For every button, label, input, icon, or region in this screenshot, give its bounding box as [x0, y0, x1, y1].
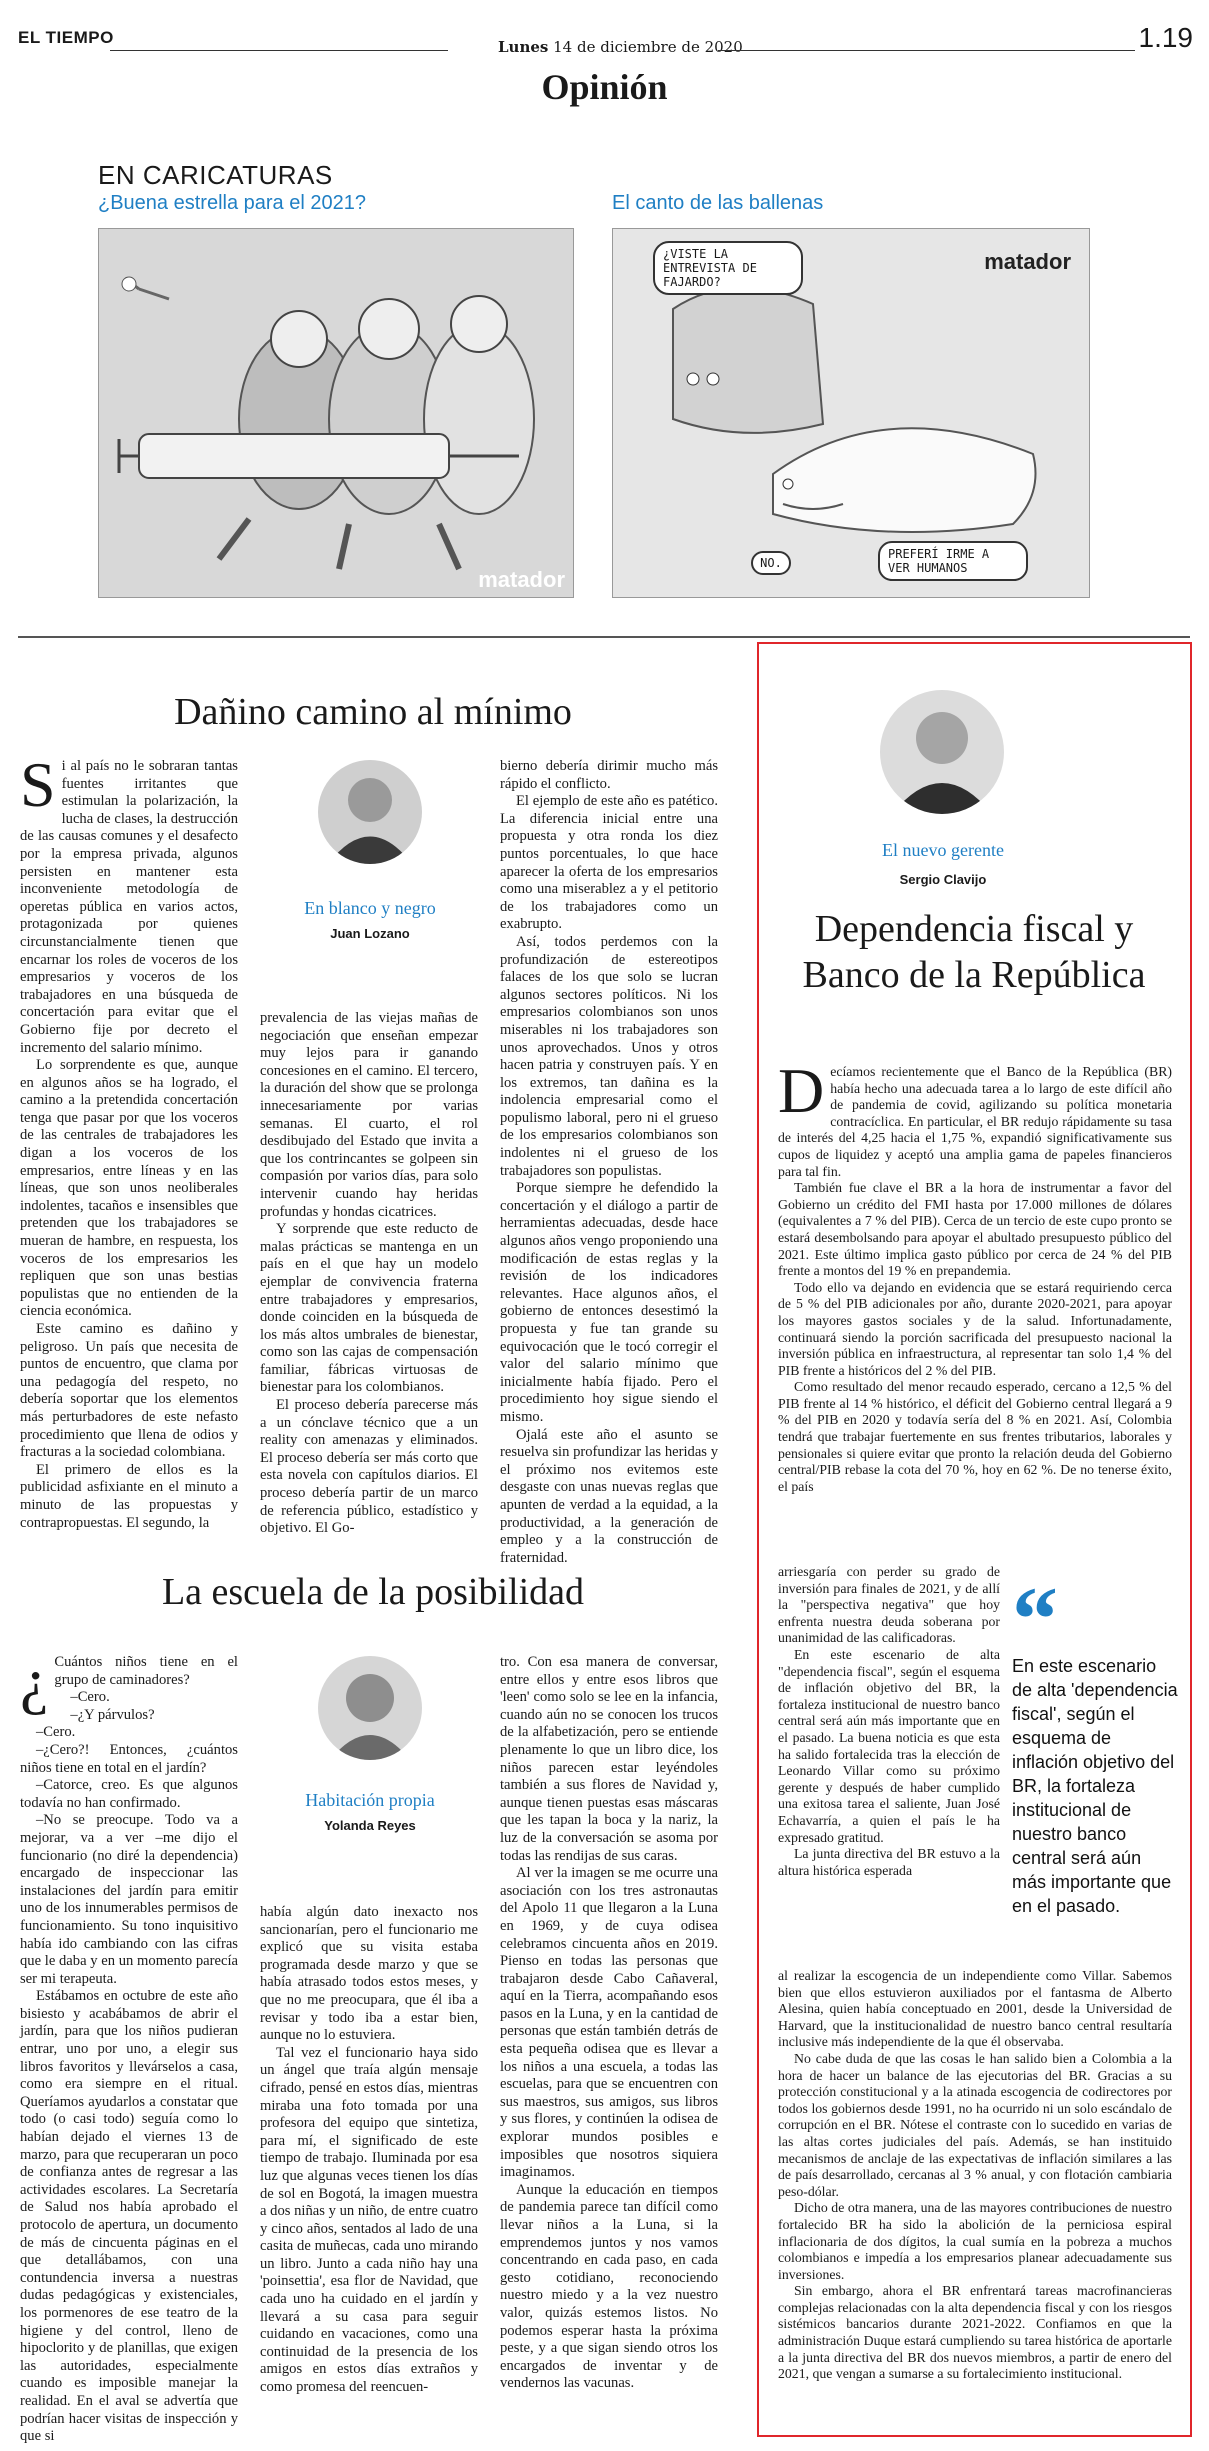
speech-bubble-question: ¿VISTE LA ENTREVISTA DE FAJARDO?	[653, 241, 803, 295]
article-1-column-2: prevalencia de las viejas mañas de negociación que enseñan empezar muy lejos para ir ganando concesiones en el camino. El tercero, la duración del show que se prolonga innecesariamente por varias semanas. El cuarto, el rol desdibujado del Estado que invita a que los contrincantes se golpeen sin compasión por varios días, para solo intervenir cuando hay heridas profundas y hondas cicatrices. Y sorprende que este reducto de malas prácticas se mantenga en un país en el que hay un modelo ejemplar de convivencia fraterna entre trabajadores y empresarios, donde coinciden en la búsqueda de los más altos umbrales de bienestar, como son las cajas de compensación familiar, fábricas virtuosas de bienestar para los colombianos. El proceso debería parecerse más a un cónclave técnico que a un reality con amenazas y eliminados. El proceso debería ser más corto que esta novela con capítulos diarios. El proceso debería partir de un marco de referencia público, estadístico y objetivo. El Go-	[260, 1010, 478, 1537]
section-title: Opinión	[541, 67, 668, 107]
article-1-author: Juan Lozano	[330, 926, 410, 941]
article-2-headline: La escuela de la posibilidad	[161, 1571, 585, 1613]
drop-cap: D	[778, 1055, 825, 1126]
three-wise-men-illustration	[99, 229, 574, 598]
cartoon-left-signature: matador	[478, 567, 565, 592]
section-divider	[18, 636, 1190, 638]
cartoon-right	[612, 228, 1090, 598]
cartoons-kicker: EN CARICATURAS	[98, 160, 333, 190]
author-photo-yolanda-reyes	[318, 1656, 422, 1760]
cartoon-left-title: ¿Buena estrella para el 2021?	[98, 192, 366, 214]
article-2-column-name: Habitación propia	[305, 1790, 435, 1810]
article-1-column-1: Si al país no le sobraran tantas fuentes irritantes que estimulan la polarización, la lucha de clases, la destrucción de las causas comunes y el desafecto por la empresa privada, algunos persisten en mantener esta inconveniente metodología de operetas pública en varios actos, protagonizada por quienes circunstancialmente tienen que encarnar los roles de voceros de los empresarios y voceros de los trabajadores en una búsqueda de concertación para evitar que el Gobierno fije por decreto el incremento del salario mínimo. Lo sorprendente es que, aunque en algunos años se ha logrado, el camino a la pretendida concertación tenga que pasar por que los voceros de las centrales de trabajadores les digan a los voceros de los empresarios, entre líneas y en las líneas, que son unos neoliberales indolentes, tacaños e insensibles que pretenden que los trabajadores se mueran de hambre, en respuesta, los voceros de los empresarios les repliquen que son unas bestias populistas que no entienden de la ciencia económica. Este camino es dañino y peligroso. Un país que necesita de puntos de encuentro, que clama por una pedagogía del respeto, no debería soportar que los elementos más perturbadores de este nefasto procedimiento que llena de odios y fracturas a la sociedad colombiana. El primero de ellos es la publicidad asfixiante en el minuto a minuto de las propuestas y contrapropuestas. El segundo, la	[20, 749, 238, 1531]
masthead	[18, 22, 1193, 62]
drop-cap-question: ¿	[20, 1645, 49, 1716]
avatar	[880, 690, 1004, 814]
article-1-column-name: En blanco y negro	[304, 898, 436, 918]
author-photo-sergio-clavijo	[880, 690, 1004, 814]
issue-date: Lunes 14 de diciembre de 2020	[498, 38, 743, 56]
article-2-column-1: ¿ Cuántos niños tiene en el grupo de caminadores? –Cero. –¿Y párvulos? –Cero. –¿Cero?! Entonces, ¿cuántos niños tiene en total en el jardín? –Catorce, creo. Es que algunos todavía no han confirmado. –No se preocupe. Todo va a mejorar, va a ver –me dijo el funcionario (no diré la dependencia) encargado de inspeccionar las instalaciones del jardín para emitir uno de los innumerables permisos de funcionamiento. Su tono inquisitivo había ido cambiando con las cifras que le daba y en un momento parecía ser mi terapeuta. Estábamos en octubre de este año bisiesto y acabábamos de abrir el jardín, para que los niños pudieran entrar, uno por uno, a elegir sus libros favoritos y llevárselos a casa, como era siempre en el ritual. Queríamos ayudarlos a constatar que todo (o casi todo) seguía como lo habían dejado el viernes 13 de marzo, para que recuperaran un poco de confianza antes de regresar a las actividades escolares. La Secretaría de Salud nos había aprobado el protocolo de apertura, un documento de más de cincuenta páginas en el que detallábamos, con una contundencia inversa a nuestras dudas pedagógicas y existenciales, los pormenores de ese teatro de la higiene y del control, lleno de hipoclorito y de planillas, que exigen las autoridades, especialmente cuando es imposible manejar la realidad. En el aval se advertía que podrían hacer visitas de inspección y que si	[20, 1645, 238, 2445]
article-2-column-2: había algún dato inexacto nos sancionarían, pero el funcionario me explicó que su visita estaba programada desde marzo y que se había atrasado todos estos meses, y que no me preocupara, que él iba a revisar y todo iba a estar bien, aunque no lo estuviera. Tal vez el funcionario haya sido un ángel que traía algún mensaje cifrado, pensé en estos días, mientras miraba una foto tomada por una profesora del equipo que sintetiza, para mí, el significado de este tiempo de trabajo. Iluminada por esa luz que algunas veces tienen los días de sol en Bogotá, la imagen muestra a dos niñas y un niño, de entre cuatro y cinco años, sentados al lado de una casita de muñecas, cada uno mirando un libro. Junto a cada niño hay una 'poinsettia', esa flor de Navidad, que cada uno ha cuidado en el jardín y llevará a su casa para seguir cuidando en vacaciones, como una continuidad de la presencia de los amigos en estos días extraños y como promesa del reencuen-	[260, 1904, 478, 2396]
masthead-rule-right	[718, 50, 1135, 51]
avatar	[318, 760, 422, 864]
pull-quote	[1012, 1568, 1180, 1918]
cartoon-left	[98, 228, 574, 598]
drop-cap: S	[20, 749, 56, 820]
avatar	[318, 1656, 422, 1760]
article-1-headline: Dañino camino al mínimo	[174, 691, 572, 733]
article-2-author: Yolanda Reyes	[324, 1818, 416, 1833]
masthead-rule-left	[110, 50, 448, 51]
author-photo-juan-lozano	[318, 760, 422, 864]
brand-logo: EL TIEMPO	[18, 28, 114, 47]
cartoon-right-title: El canto de las ballenas	[612, 192, 824, 214]
article-3-author: Sergio Clavijo	[899, 872, 987, 887]
article-3-column-name: El nuevo gerente	[882, 840, 1004, 860]
page-number: 1.19	[1138, 22, 1193, 53]
article-3-body-narrow: arriesgaría con perder su grado de inversión para finales de 2021, y de allí la "perspectiva negativa" que hoy enfrenta nuestra deuda soberana por unanimidad de las calificadoras. En este escenario de alta "dependencia fiscal", según el esquema de inflación objetivo del BR, la fortaleza institucional de nuestro banco central será aún más importante que en el pasado. La buena noticia es que esta ha salido fortalecida tras la elección de Leonardo Villar como su próximo gerente y después de haber cumplido una exitosa tarea el saliente, Juan José Echavarría, a quien el país le ha expresado gratitud. La junta directiva del BR estuvo a la altura histórica esperada	[778, 1564, 1000, 1878]
article-3-headline: Dependencia fiscal y Banco de la República	[802, 908, 1146, 996]
quote-mark-icon: “	[1012, 1568, 1058, 1670]
article-1-column-3: bierno debería dirimir mucho más rápido el conflicto. El ejemplo de este año es patético. La diferencia inicial entre una propuesta y otra ronda los diez puntos porcentuales, lo que hace aparecer la oferta de los empresarios como una miserablez a y el petitorio de los trabajadores como un exabrupto. Así, todos perdemos con la profundización de estereotipos falaces de los que solo se lucran algunos sectores políticos. Ni los empresarios colombianos son unos miserables ni los trabajadores son unos aprovechados. Unos y otros hacen patria y construyen país. Y en los extremos, tan dañina es la indolencia empresarial como el populismo laboral, pero ni el grueso de los empresarios colombianos son indolentes ni el grueso de los trabajadores son populistas. Porque siempre he defendido la concertación y el diálogo a partir de herramientas adecuadas, desde hace algunos años vengo proponiendo una modificación de estas reglas y la revisión de los indicadores relevantes. Hace algunos años, el gobierno de entonces desestimó la propuesta y fue tan grande su equivocación que le tocó corregir el valor del salario mínimo que inicialmente había fijado. Pero el procedimiento hoy sigue siendo el mismo. Ojalá este año el asunto se resuelva sin profundizar las heridas y el próximo nos evitemos este desgaste con unas nuevas reglas que apunten de verdad a la equidad, a la productividad, a la generación de empleo y a la construcción de fraternidad.	[500, 758, 718, 1566]
article-2-column-3: tro. Con esa manera de conversar, entre ellos y entre esos libros que 'leen' como solo se lee en la infancia, cuando aún no se conocen los trucos de la alfabetización, pero se entiende plenamente lo que un libro dice, los niños parecen estar leyéndoles también a sus flores de Navidad y, aunque tienen puestas esas máscaras que les tapan la boca y la nariz, la luz de la conversación se asoma por todas las rendijas de sus caras. Al ver la imagen se me ocurre una asociación con los tres astronautas del Apolo 11 que llegaron a la Luna en 1969, y de cuya odisea celebramos cincuenta años en 2019. Pienso en todas las personas que trabajaron desde Cabo Cañaveral, aquí en la Tierra, acompañando esos pasos en la Luna, y en la cantidad de personas que están también detrás de esta pequeña odisea que es llevar a los niños a una escuela, a todas las escuelas, para que se encuentren con sus maestros, sus amigos, sus libros y sus flores, y continúen la odisea de explorar mundos posibles e imposibles que nosotros siquiera imaginamos. Aunque la educación en tiempos de pandemia parece tan difícil como llevar niños a la Luna, si la emprendemos juntos y nos vamos concentrando en cada paso, en cada gesto cotidiano, reconociendo nuestro miedo y a la vez nuestro valor, quizás estemos listos. No podemos esperar hasta la próxima peste, y a que sigan siendo otros los encargados de inventar y de vendernos las vacunas.	[500, 1654, 718, 2392]
article-3-body-bottom: al realizar la escogencia de un independiente como Villar. Sabemos bien que ellos estuvieron auxiliados por el fantasma de Alberto Alesina, quien había conceptuado en 2001, desde la Universidad de Harvard, que la institucionalidad de nuestro banco central resultaría inclusive más independiente de la que él observaba. No cabe duda de que las cosas le han salido bien a Colombia a la hora de hacer un balance de las ejecutorias del BR. Gracias a su protección constitucional y a la atinada escogencia de codirectores por todos los gobiernos desde 1991, no ha ocurrido ni un solo escándalo de corrupción en el BR. Nótese el contraste con lo sucedido en varias de las altas cortes judiciales del país. Además, se han instituido mecanismos de anclaje de las expectativas de inflación similares a las de país desarrollado, cercanas al 3 % anual, y con flotación cambiaria peso-dólar. Dicho de otra manera, una de las mayores contribuciones de nuestro fortalecido BR ha sido la abolición de la perniciosa espiral inflacionaria de dos dígitos, la cual sumía en la pobreza a muchos colombianos e impedía a los empresarios planear adecuadamente sus inversiones. Sin embargo, ahora el BR enfrentará tareas macrofinancieras complejas relacionadas con la alta dependencia fiscal y con los riesgos sistémicos bancarios durante 2021-2022. Confiamos en que la administración Duque estará cumpliendo su tarea histórica de aportarle a la junta directiva del BR dos nuevos miembros, a partir de enero del 2021, que vengan a sumarse a su fortalecimiento institucional.	[778, 1968, 1172, 2382]
pull-quote-text: En este escenario de alta 'dependencia fiscal', según el esquema de inflación objetivo del BR, la fortaleza institucional de nuestro banco central será aún más importante que en el pasado.	[1012, 1656, 1178, 1916]
cartoon-right-signature: matador	[984, 249, 1071, 274]
speech-bubble-answer: PREFERÍ IRME A VER HUMANOS	[878, 541, 1028, 581]
article-3-body-top: Decíamos recientemente que el Banco de la República (BR) había hecho una adecuada tarea a lo largo de este difícil año de pandemia de covid, agilizando su política monetaria contracíclica. En particular, el BR redujo rápidamente su tasa de interés del 4,25 hacia el 1,75 %, expandió significativamente sus cupos de liquidez y aceptó una amplia gama de papeles financieros para tal fin. También fue clave el BR a la hora de instrumentar a favor del Gobierno un crédito del FMI hasta por 17.000 millones de dólares (equivalentes a 7 % del PIB). Cerca de un tercio de este cupo pronto se estará desembolsando para apoyar el abultado presupuesto público del 2021. Este último implica gasto público por cerca de 24 % del PIB frente a montos del 19 % en prepandemia. Todo ello va dejando en evidencia que se estará requiriendo cerca de 5 % del PIB adicionales por año, durante 2020-2021, para apoyar los mayores gastos sociales y de la salud. Infortunadamente, continuará siendo la porción sacrificada del presupuesto nacional la inversión pública en infraestructura, al representar tan solo 1,4 % del PIB frente a históricos del 2 % del PIB. Como resultado del menor recaudo esperado, cercano a 12,5 % del PIB frente al 14 % histórico, el déficit del Gobierno central llegará a 9 % del PIB en 2020 y todavía sería del 8 % en 2021. Así, Colombia tendrá que trabajar fuertemente en sus frentes tributarios, laborales y pensionales si quiere evitar que pronto la relación deuda del Gobierno central/PIB rebase la cota del 70 %, hoy en 62 %. De no tenerse éxito, el país	[778, 1055, 1172, 1494]
speech-bubble-no: NO.	[751, 551, 791, 575]
